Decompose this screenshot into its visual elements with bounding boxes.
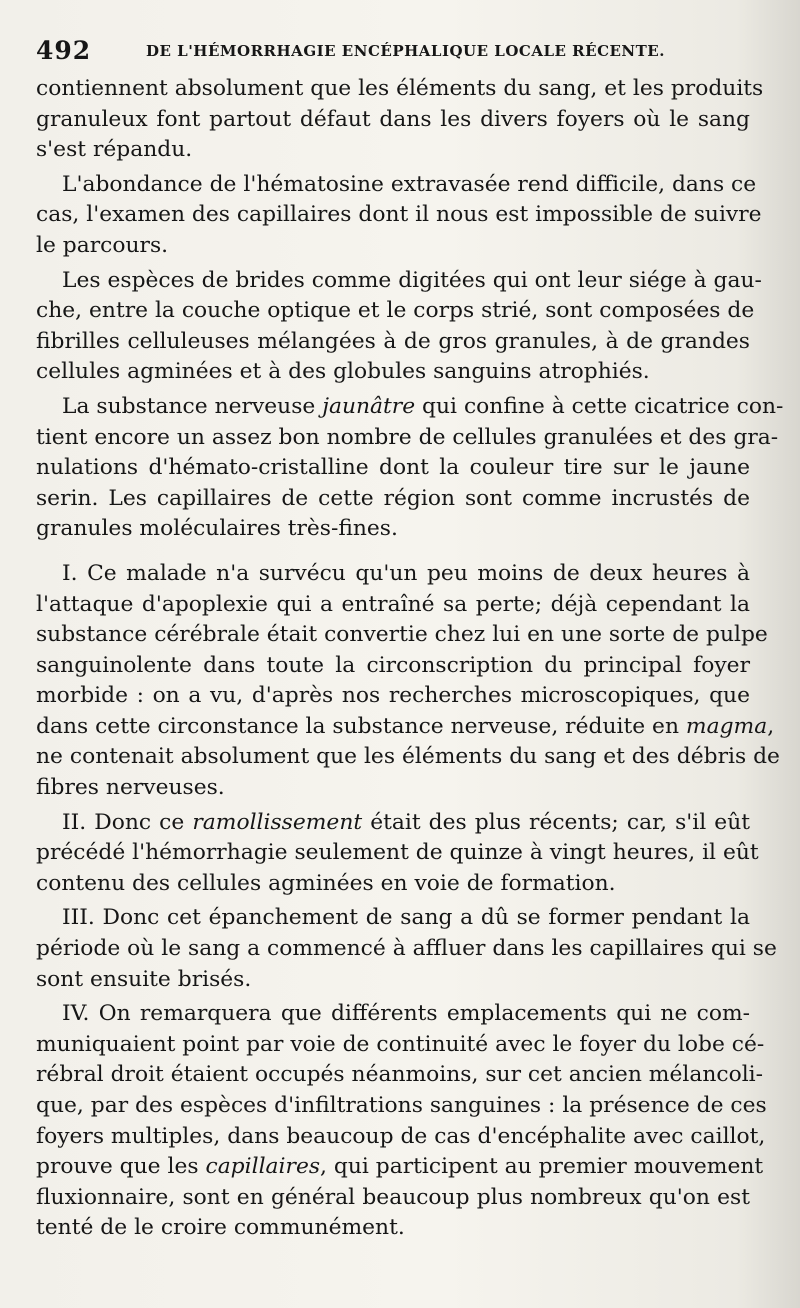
text-line: rébral droit étaient occupés néanmoins, sur cet ancien mélancoli- [36,1062,764,1088]
text-line: nulations d'hémato-cristalline dont la couleur tire sur le jaune [36,455,750,481]
body-text [36,74,784,1248]
text-line: Les espèces de brides comme digitées qui ont leur siége à gau- [62,267,762,293]
text-line: période où le sang a commencé à affluer dans les capillaires qui se [36,936,777,962]
text-line: fibrilles celluleuses mélangées à de gros granules, à de grandes [36,328,750,354]
paragraph-1 [36,74,764,166]
paragraph-3 [36,266,762,388]
text-line: prouve que les capillaires, qui participent au premier mouvement [36,1154,764,1180]
text-line: IV. On remarquera que différents emplacements qui ne com- [62,1001,750,1027]
text-line: contiennent absolument que les éléments du sang, et les produits [36,76,764,101]
text-line: serin. Les capillaires de cette région sont comme incrustés de [36,485,750,511]
text-line: s'est répandu. [36,137,193,163]
paragraph-2 [36,170,762,262]
paragraph-6 [36,808,759,900]
page-number: 492 [36,36,92,65]
text-line: cellules agminées et à des globules sanguins atrophiés. [36,359,650,385]
text-line: La substance nerveuse jaunâtre qui confine à cette cicatrice con- [62,393,784,419]
text-line: tient encore un assez bon nombre de cellules granulées et des gra- [36,424,779,450]
italic-word: capillaires [205,1154,321,1180]
text-line: sont ensuite brisés. [36,966,252,992]
text-line: granules moléculaires très-fines. [36,516,398,542]
text-line: I. Ce malade n'a survécu qu'un peu moins de deux heures à [62,560,750,586]
text-line: substance cérébrale était convertie chez lui en une sorte de pulpe [36,622,768,648]
paragraph-5 [36,559,780,804]
text-line: morbide : on a vu, d'après nos recherches microscopiques, que [36,683,750,709]
paragraph-7 [36,903,777,995]
text-line: III. Donc cet épanchement de sang a dû se former pendant la [62,905,750,931]
italic-word: ramollissement [192,809,363,835]
italic-word: jaunâtre [322,393,416,419]
text-line: II. Donc ce ramollissement était des plus récents; car, s'il eût [62,809,751,835]
text-line: granuleux font partout défaut dans les divers foyers où le sang [36,106,750,132]
text-line: foyers multiples, dans beaucoup de cas d'encéphalite avec caillot, [36,1123,766,1149]
text-line: tenté de le croire communément. [36,1215,405,1241]
italic-word: magma [685,713,768,739]
paragraph-4 [36,392,784,545]
text-line: L'abondance de l'hématosine extravasée rend difficile, dans ce [62,171,757,197]
text-line: che, entre la couche optique et le corps strié, sont composées de [36,298,755,324]
text-line: précédé l'hémorrhagie seulement de quinze à vingt heures, il eût [36,840,759,866]
text-line: cas, l'examen des capillaires dont il nous est impossible de suivre [36,202,762,228]
text-line: muniquaient point par voie de continuité avec le foyer du lobe cé- [36,1031,765,1057]
page-header [36,36,756,66]
text-line: dans cette circonstance la substance nerveuse, réduite en magma, [36,713,775,739]
text-line: fibres nerveuses. [36,775,225,801]
text-line: l'attaque d'apoplexie qui a entraîné sa perte; déjà cependant la [36,591,750,617]
text-line: contenu des cellules agminées en voie de formation. [36,870,616,896]
text-line: le parcours. [36,232,169,258]
text-line: fluxionnaire, sont en général beaucoup plus nombreux qu'on est [36,1184,750,1210]
text-line: ne contenait absolument que les éléments du sang et des débris de [36,744,780,770]
running-title: DE L'HÉMORRHAGIE ENCÉPHALIQUE LOCALE RÉCENTE. [146,42,665,60]
text-line: sanguinolente dans toute la circonscription du principal foyer [36,652,750,678]
text-line: que, par des espèces d'infiltrations sanguines : la présence de ces [36,1093,767,1118]
paragraph-8 [36,999,767,1244]
